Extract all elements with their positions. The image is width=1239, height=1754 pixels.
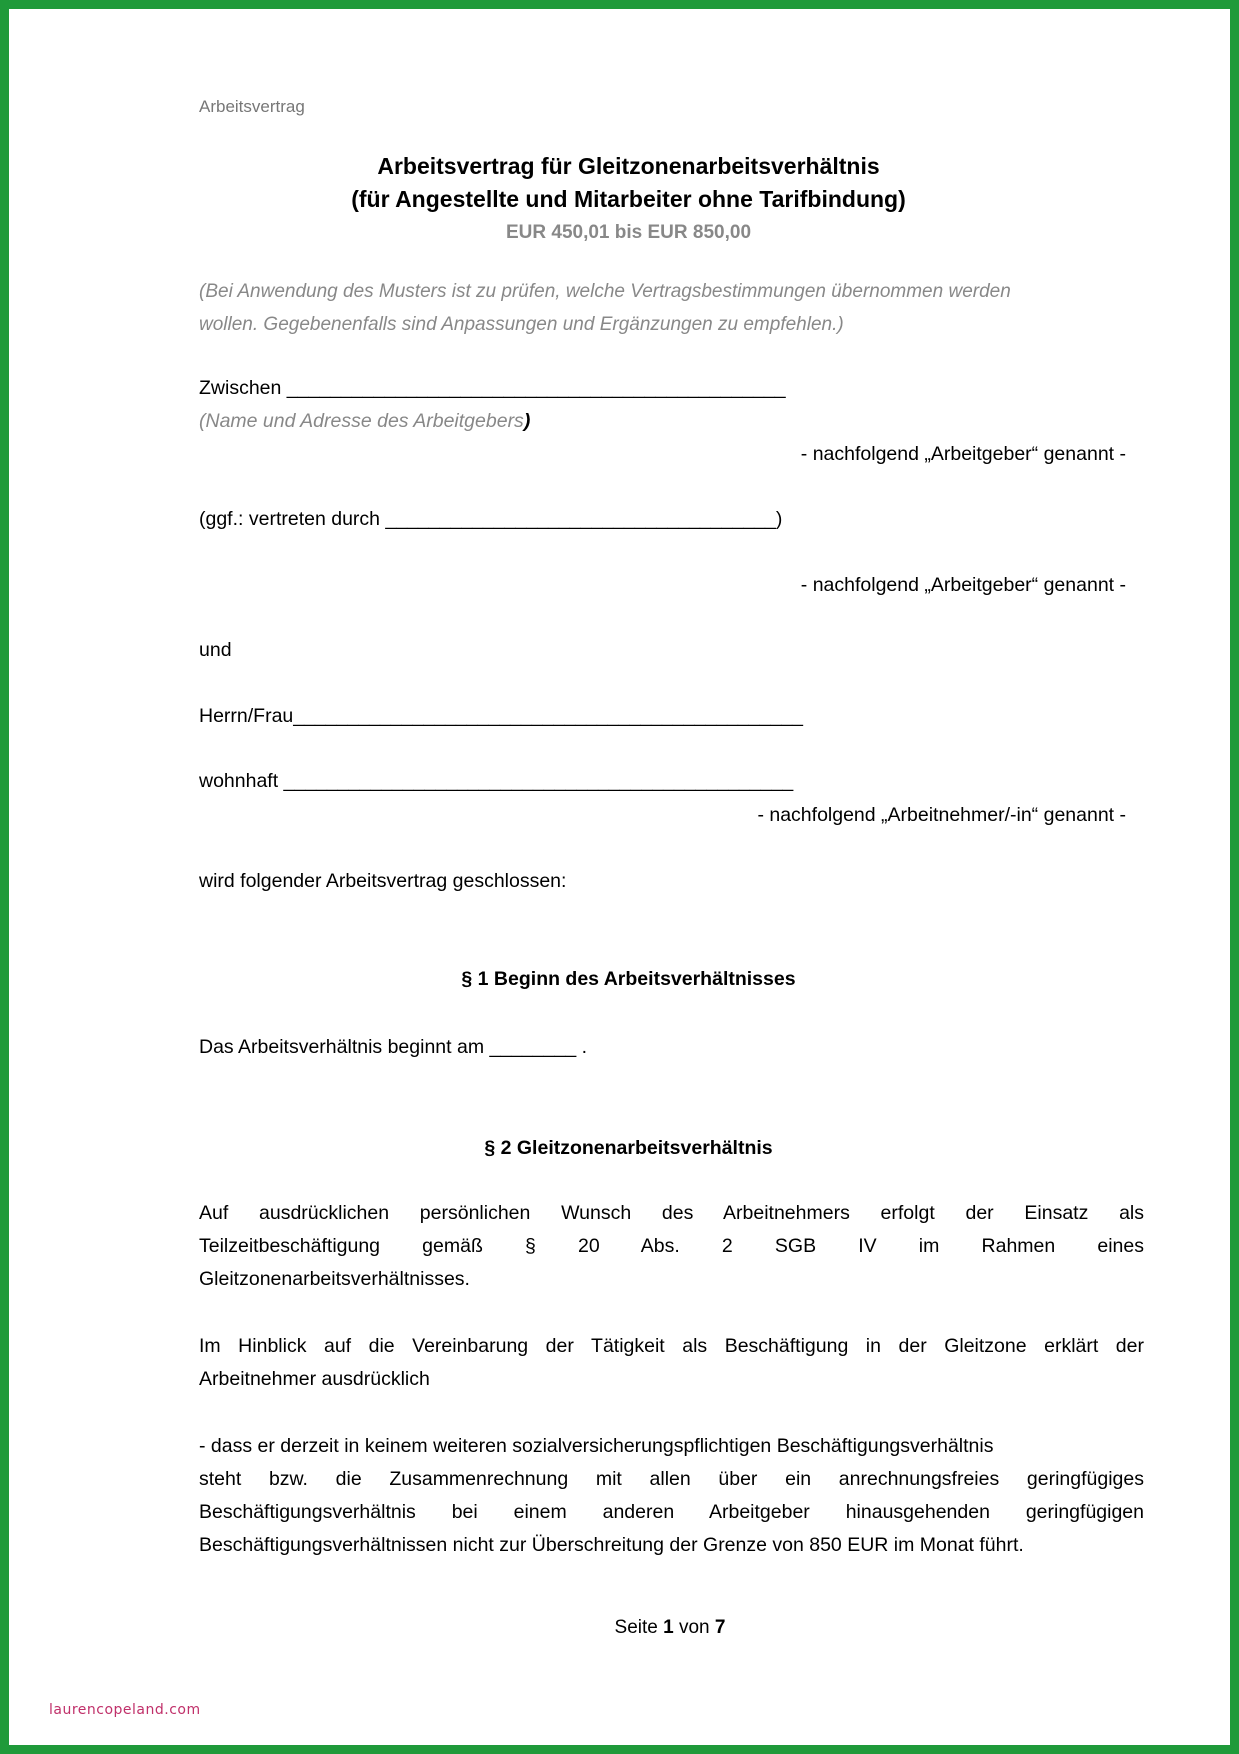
text-line: Im Hinblick auf die Vereinbarung der Tätigkeit als Beschäftigung in der Gleitzone erklärt der: [199, 1335, 1144, 1357]
section-2-paragraph-3: [199, 1430, 1144, 1562]
text-line: Arbeitnehmer ausdrücklich: [199, 1368, 430, 1390]
text-line: Gleitzonenarbeitsverhältnisses.: [199, 1268, 470, 1290]
text-line: Beschäftigungsverhältnissen nicht zur Überschreitung der Grenze von 850 EUR im Monat führt.: [199, 1534, 1024, 1556]
document-subtitle: (für Angestellte und Mitarbeiter ohne Tarifbindung): [351, 186, 906, 212]
usage-note-line-1: (Bei Anwendung des Musters ist zu prüfen, welche Vertragsbestimmungen übernommen werden: [199, 281, 1011, 302]
section-1-text: Das Arbeitsverhältnis beginnt am ________ .: [199, 1036, 588, 1058]
employer-hint: [199, 410, 530, 433]
text-line: steht bzw. die Zusammenrechnung mit allen über ein anrechnungsfreies geringfügiges: [199, 1468, 1144, 1490]
text-line: Auf ausdrücklichen persönlichen Wunsch des Arbeitnehmers erfolgt der Einsatz als: [199, 1202, 1144, 1224]
section-2-paragraph-2: [199, 1330, 1144, 1396]
and-text: und: [199, 639, 232, 661]
employer-designation-1: - nachfolgend „Arbeitgeber“ genannt -: [800, 443, 1126, 465]
text-line: Teilzeitbeschäftigung gemäß § 20 Abs. 2 SGB IV im Rahmen eines: [199, 1235, 1144, 1257]
employer-designation-2: - nachfolgend „Arbeitgeber“ genannt -: [800, 574, 1126, 596]
current-page: 1: [663, 1617, 674, 1638]
employee-name-line: Herrn/Frau_______________________________________________: [199, 705, 803, 727]
employee-designation: - nachfolgend „Arbeitnehmer/-in“ genannt -: [757, 804, 1126, 826]
header-label: Arbeitsvertrag: [199, 97, 305, 116]
employer-hint-close: ): [523, 410, 531, 432]
salary-range: EUR 450,01 bis EUR 850,00: [505, 222, 752, 243]
text-line: - dass er derzeit in keinem weiteren sozialversicherungspflichtigen Beschäftigungsverhältnis: [199, 1435, 994, 1457]
document-title: Arbeitsvertrag für Gleitzonenarbeitsverhältnis: [377, 153, 880, 179]
total-pages: 7: [714, 1617, 726, 1638]
usage-note-line-2: wollen. Gegebenenfalls sind Anpassungen und Ergänzungen zu empfehlen.): [199, 314, 844, 335]
employee-address-line: wohnhaft _______________________________________________: [199, 770, 794, 792]
page-prefix: Seite: [614, 1617, 658, 1638]
represented-by-line: (ggf.: vertreten durch ____________________________________): [199, 508, 783, 530]
page-separator: von: [678, 1617, 710, 1638]
employer-hint-text: (Name und Adresse des Arbeitgebers: [199, 410, 524, 432]
section-2-paragraph-1: [199, 1197, 1144, 1296]
section-1-title: § 1 Beginn des Arbeitsverhältnisses: [461, 968, 796, 990]
page-number: [9, 1617, 1239, 1639]
contract-closing-text: wird folgender Arbeitsvertrag geschlossen:: [199, 870, 567, 892]
text-line: Beschäftigungsverhältnis bei einem anderen Arbeitgeber hinausgehenden geringfügigen: [199, 1501, 1144, 1523]
employer-name-line: Zwischen ______________________________________________: [199, 377, 786, 399]
watermark: laurencopeland.com: [49, 1702, 201, 1718]
section-2-title: § 2 Gleitzonenarbeitsverhältnis: [484, 1137, 773, 1159]
